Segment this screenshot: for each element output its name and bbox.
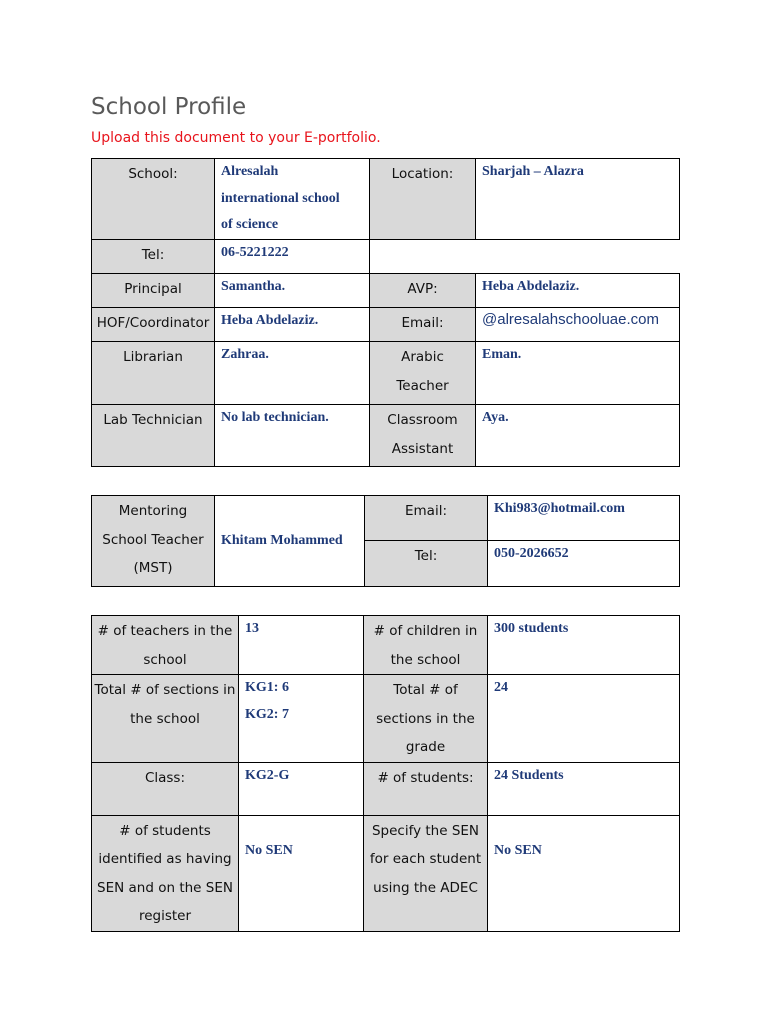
teachers-count-value: 13	[239, 616, 364, 675]
mentor-email-value: Khi983@hotmail.com	[488, 496, 680, 541]
classroom-assistant-value: Aya.	[476, 405, 680, 467]
class-stats-table	[91, 615, 680, 932]
sen-count-value: No SEN	[239, 815, 364, 931]
hof-label: HOF/Coordinator	[92, 308, 215, 342]
tel-value: 06-5221222	[215, 240, 370, 274]
sections-school-label: Total # of sections in the school	[92, 675, 239, 763]
librarian-label: Librarian	[92, 342, 215, 405]
sen-count-label: # of students identified as having SEN and on the SEN register	[92, 815, 239, 931]
tel-label: Tel:	[92, 240, 215, 274]
empty-cell	[370, 240, 680, 274]
librarian-value: Zahraa.	[215, 342, 370, 405]
page-title: School Profile	[91, 94, 247, 120]
class-value: KG2-G	[239, 762, 364, 815]
email-label: Email:	[370, 308, 476, 342]
principal-label: Principal	[92, 274, 215, 308]
avp-value: Heba Abdelaziz.	[476, 274, 680, 308]
class-label: Class:	[92, 762, 239, 815]
mentor-table	[91, 495, 680, 587]
location-label: Location:	[370, 159, 476, 240]
students-count-label: # of students:	[364, 762, 488, 815]
sections-grade-value: 24	[488, 675, 680, 763]
school-info-table	[91, 158, 680, 467]
mst-value: Khitam Mohammed	[215, 496, 365, 587]
classroom-assistant-label: Classroom Assistant	[370, 405, 476, 467]
teachers-count-label: # of teachers in the school	[92, 616, 239, 675]
principal-value: Samantha.	[215, 274, 370, 308]
sen-specify-label: Specify the SEN for each student using the ADEC	[364, 815, 488, 931]
arabic-teacher-label: Arabic Teacher	[370, 342, 476, 405]
children-count-label: # of children in the school	[364, 616, 488, 675]
location-value: Sharjah – Alazra	[476, 159, 680, 240]
email-value: @alresalahschooluae.com	[476, 308, 680, 342]
lab-technician-label: Lab Technician	[92, 405, 215, 467]
sen-specify-value: No SEN	[488, 815, 680, 931]
mst-label: Mentoring School Teacher (MST)	[92, 496, 215, 587]
students-count-value: 24 Students	[488, 762, 680, 815]
mentor-tel-value: 050-2026652	[488, 541, 680, 587]
children-count-value: 300 students	[488, 616, 680, 675]
upload-instruction: Upload this document to your E-portfolio.	[91, 130, 381, 146]
mentor-tel-label: Tel:	[365, 541, 488, 587]
school-value: Alresalah international school of science	[215, 159, 370, 240]
arabic-teacher-value: Eman.	[476, 342, 680, 405]
avp-label: AVP:	[370, 274, 476, 308]
mentor-email-label: Email:	[365, 496, 488, 541]
hof-value: Heba Abdelaziz.	[215, 308, 370, 342]
lab-technician-value: No lab technician.	[215, 405, 370, 467]
sections-school-value: KG1: 6 KG2: 7	[239, 675, 364, 763]
sections-grade-label: Total # of sections in the grade	[364, 675, 488, 763]
school-label: School:	[92, 159, 215, 240]
